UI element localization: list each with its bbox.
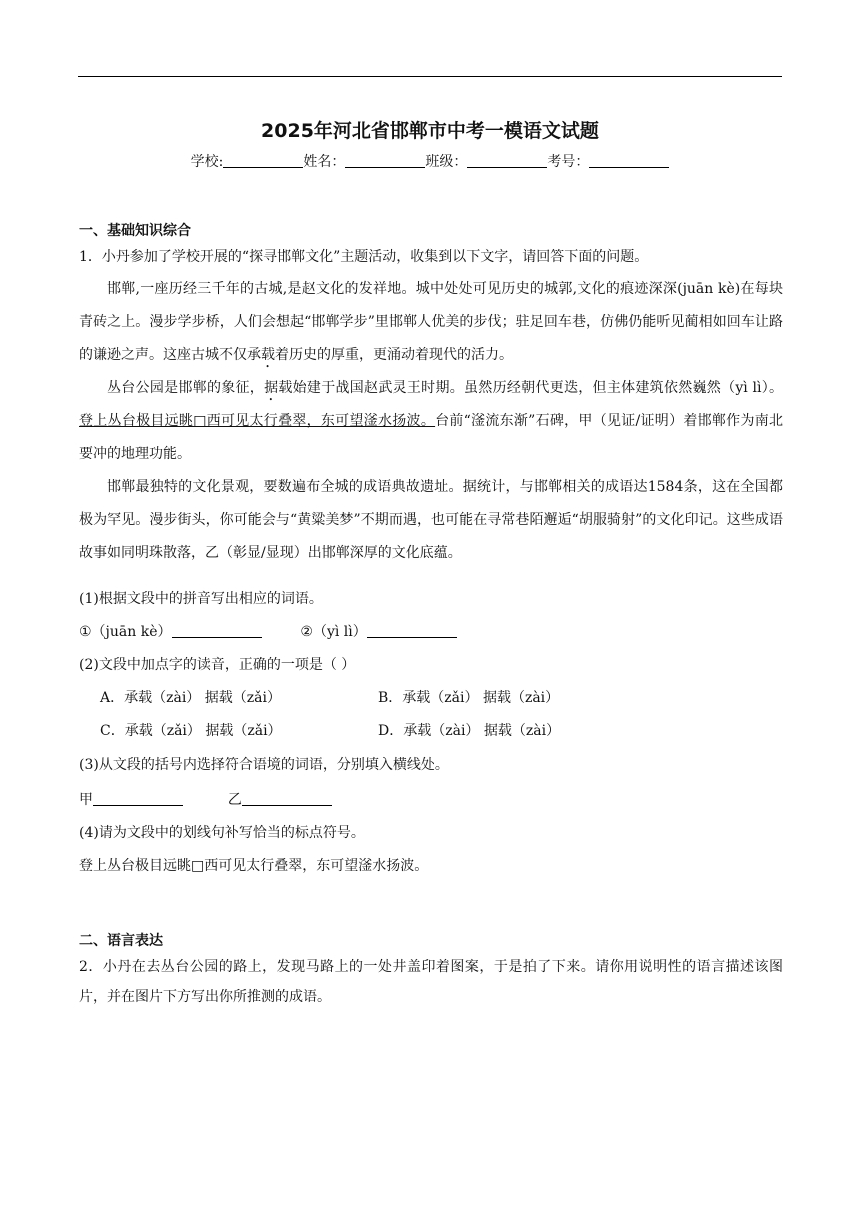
para1-text-b: 着历史的厚重，更涌动着现代的活力。 [275, 347, 513, 363]
para2-text-c: 台前“滏流东渐”石碑，甲（见证/证明）着邯郸作为南北要冲的地理功能。 [79, 413, 783, 462]
dotted-char-zai: 载 [261, 347, 275, 363]
page-title: 2025年河北省邯郸市中考一模语文试题 [261, 120, 599, 142]
subquestion-4-sentence: 登上丛台极目远眺□西可见太行叠翠，东可望滏水扬波。 [79, 858, 429, 874]
pinyin-a-answer[interactable] [172, 623, 262, 638]
jia-label: 甲 [79, 792, 93, 808]
subquestion-1-blanks [79, 621, 457, 641]
question1-intro: 1．小丹参加了学校开展的“探寻邯郸文化”主题活动，收集到以下文字，请回答下面的问题。 [79, 249, 649, 265]
option-c[interactable]: C．承载（zǎi） 据载（zǎi） [100, 723, 282, 739]
option-a[interactable]: A．承载（zài） 据载（zǎi） [100, 690, 281, 706]
subquestion-3-blanks [79, 789, 332, 809]
option-b[interactable]: B．承载（zǎi） 据载（zài） [378, 690, 560, 706]
section1-heading: 一、基础知识综合 [79, 223, 191, 239]
jia-answer[interactable] [93, 791, 183, 806]
pinyin-b-label: ②（yì lì） [300, 624, 367, 640]
pinyin-a-label: ①（juān kè） [79, 624, 172, 640]
exam-no-field[interactable] [589, 153, 669, 168]
dotted-char-ju: 据 [264, 380, 279, 396]
subquestion-3: (3)从文段的括号内选择符合语境的词语，分别填入横线处。 [79, 757, 449, 773]
para2-text-a: 丛台公园是邯郸的象征， [107, 380, 265, 396]
para1-text-a: 邯郸,一座历经三千年的古城,是赵文化的发祥地。城中处处可见历史的城郭,文化的痕迹深深(juān kè)在每块青砖之上。漫步学步桥，人们会想起“邯郸学步”里邯郸人优美的步伐；驻足回车巷，仿佛仍能听见蔺相如回车让路的谦逊之声。这座古城不仅承 [79, 281, 783, 363]
passage-paragraph-2 [79, 372, 783, 471]
school-field[interactable] [223, 153, 303, 168]
reading-passage [79, 273, 783, 570]
class-label: 班级： [425, 154, 468, 170]
para2-text-b: 载始建于战国赵武灵王时期。虽然历经朝代更迭，但主体建筑依然巍然（yì lì）。 [278, 380, 783, 396]
subquestion-2: (2)文段中加点字的读音，正确的一项是（ ） [79, 657, 356, 673]
school-label: 学校: [190, 154, 224, 170]
subquestion-4: (4)请为文段中的划线句补写恰当的标点符号。 [79, 825, 365, 841]
subquestion-1: (1)根据文段中的拼音写出相应的词语。 [79, 591, 323, 607]
passage-paragraph-1 [79, 273, 783, 372]
yi-answer[interactable] [242, 791, 332, 806]
exam-no-label: 考号： [547, 154, 590, 170]
yi-label: 乙 [227, 792, 242, 808]
question2-text-block [79, 952, 783, 1012]
section2-heading: 二、语言表达 [79, 933, 163, 949]
name-label: 姓名： [303, 154, 346, 170]
passage-paragraph-3: 邯郸最独特的文化景观，要数遍布全城的成语典故遗址。据统计，与邯郸相关的成语达1584条，这在全国都极为罕见。漫步街头，你可能会与“黄粱美梦”不期而遇，也可能在寻常巷陌邂逅“胡服骑射”的文化印记。这些成语故事如同明珠散落，乙（彰显/显现）出邯郸深厚的文化底蕴。 [79, 479, 783, 561]
pinyin-b-answer[interactable] [367, 623, 457, 638]
student-info-line [0, 151, 860, 171]
question2-text: 2．小丹在去丛台公园的路上，发现马路上的一处井盖印着图案，于是拍了下来。请你用说明性的语言描述该图片，并在图片下方写出你所推测的成语。 [79, 959, 783, 1005]
underlined-sentence: 登上丛台极目远眺□西可见太行叠翠，东可望滏水扬波。 [79, 413, 436, 429]
header-rule [78, 76, 782, 77]
option-d[interactable]: D．承载（zài） 据载（zài） [378, 723, 561, 739]
class-field[interactable] [467, 153, 547, 168]
name-field[interactable] [345, 153, 425, 168]
